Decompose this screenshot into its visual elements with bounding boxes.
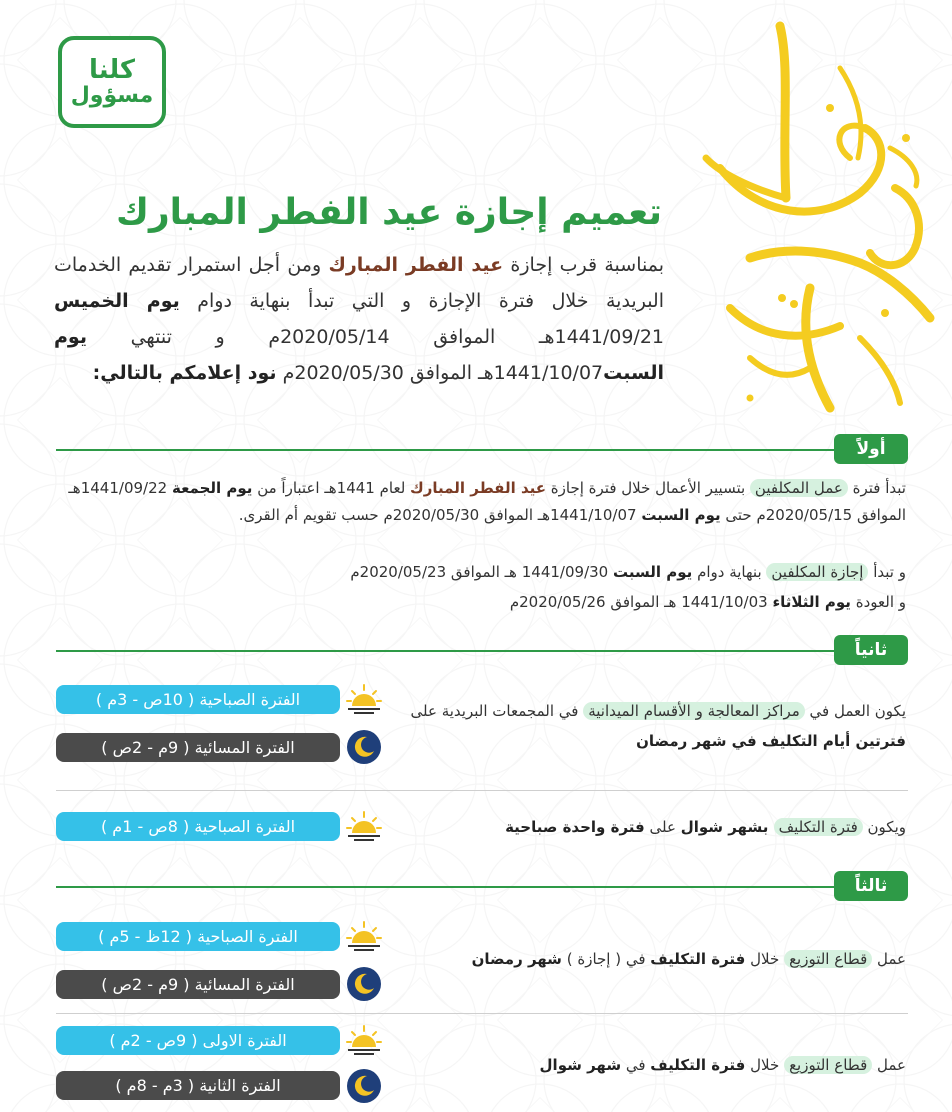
- first-paragraph-a: [46, 475, 906, 529]
- third-row2-text-3: في: [621, 1056, 651, 1074]
- first-paragraph-b: [46, 559, 906, 586]
- first-a-text-2: بتسيير الأعمال خلال فترة إجازة: [546, 479, 750, 497]
- intro-paragraph: [54, 247, 664, 391]
- moon-icon: [346, 1068, 382, 1104]
- first-a-text-3: لعام 1441هـ اعتباراً من: [252, 479, 411, 497]
- first-b-text-3: 1441/09/30 هـ الموافق 2020/05/23م: [350, 563, 613, 581]
- first-a-highlight: عمل المكلفين: [750, 479, 848, 497]
- moon-icon: [346, 729, 382, 765]
- third-row1-text-1: عمل: [872, 950, 906, 968]
- first-b-text-2: بنهاية دوام: [692, 563, 767, 581]
- intro-text-3: 1441/09/21هـ الموافق 2020/05/14م و تنتهي: [86, 326, 664, 348]
- second-row1-bold: فترتين أيام التكليف في شهر رمضان: [636, 732, 906, 750]
- moon-icon: [346, 966, 382, 1002]
- intro-text-1: بمناسبة قرب إجازة: [503, 254, 665, 276]
- first-a-text-5: 1441/10/07هـ الموافق 2020/05/30م حسب تقويم أم القرى.: [238, 506, 642, 524]
- section-tag-second: ثانياً: [834, 635, 908, 665]
- first-paragraph-c: [46, 589, 906, 616]
- third-row1-ramadan: شهر رمضان: [471, 950, 562, 968]
- sunrise-icon: [346, 1023, 382, 1059]
- second-row1-highlight: مراكز المعالجة و الأقسام الميدانية: [583, 702, 805, 720]
- second-row2-text-2: على: [644, 818, 681, 836]
- ramadan-distribution-morning-pill: الفترة الصباحية ( 12ظ - 5م ): [56, 922, 340, 951]
- section-tag-third: ثالثاً: [834, 871, 908, 901]
- section-divider-first: [56, 449, 908, 451]
- third-row2-highlight: قطاع التوزيع: [784, 1056, 872, 1074]
- kulluna-masool-logo: [58, 36, 166, 128]
- first-a-eid: عيد الفطر المبارك: [410, 479, 547, 497]
- third-row1-highlight: قطاع التوزيع: [784, 950, 872, 968]
- first-b-highlight: إجازة المكلفين: [766, 563, 868, 581]
- third-row1-period: فترة التكليف: [650, 950, 746, 968]
- intro-notice: نود إعلامكم بالتالي:: [92, 362, 277, 384]
- first-c-text-2: 1441/10/03 هـ الموافق 2020/05/26م: [509, 593, 773, 611]
- page-title: تعميم إجازة عيد الفطر المبارك: [115, 192, 662, 233]
- sunrise-icon: [346, 809, 382, 845]
- intro-text-2: ومن أجل استمرار تقديم الخدمات البريدية خلال فترة الإجازة و التي تبدأ بنهاية دوام: [54, 254, 665, 312]
- third-row1-text-3: في ( إجازة ): [561, 950, 651, 968]
- row-divider-2: [56, 1013, 908, 1014]
- second-row1-text-2: في المجمعات البريدية على: [410, 702, 584, 720]
- second-row1-text: [386, 696, 906, 756]
- second-row2-highlight: فترة التكليف: [774, 818, 863, 836]
- second-row2-bold: فترة واحدة صباحية: [505, 818, 645, 836]
- first-b-saturday: يوم السبت: [613, 563, 693, 581]
- ramadan-distribution-evening-pill: الفترة المسائية ( 9م - 2ص ): [56, 970, 340, 999]
- first-b-text-1: و تبدأ: [868, 563, 906, 581]
- shawwal-distribution-second-pill: الفترة الثانية ( 3م - 8م ): [56, 1071, 340, 1100]
- third-row1-text-2: خلال: [745, 950, 785, 968]
- second-row2-text-1: ويكون: [862, 818, 906, 836]
- intro-text-4: 1441/10/07هـ الموافق 2020/05/30م: [276, 362, 604, 384]
- first-a-friday: يوم الجمعة: [171, 479, 253, 497]
- ramadan-centers-evening-pill: الفترة المسائية ( 9م - 2ص ): [56, 733, 340, 762]
- second-row2-shawwal: بشهر شوال: [680, 818, 774, 836]
- third-row2-text: [386, 1050, 906, 1080]
- section-divider-second: [56, 650, 908, 652]
- third-row2-text-1: عمل: [872, 1056, 906, 1074]
- first-c-tuesday: يوم الثلاثاء: [772, 593, 851, 611]
- section-tag-first: أولاً: [834, 434, 908, 464]
- third-row2-period: فترة التكليف: [650, 1056, 746, 1074]
- shawwal-distribution-first-pill: الفترة الاولى ( 9ص - 2م ): [56, 1026, 340, 1055]
- second-row2-text: [386, 812, 906, 842]
- sunrise-icon: [346, 919, 382, 955]
- eid-mubarak-calligraphy: [690, 8, 945, 428]
- ramadan-centers-morning-pill: الفترة الصباحية ( 10ص - 3م ): [56, 685, 340, 714]
- first-c-text-1: و العودة: [850, 593, 906, 611]
- row-divider-1: [56, 790, 908, 791]
- sunrise-icon: [346, 682, 382, 718]
- logo-line-2: مسؤول: [70, 83, 154, 108]
- shawwal-centers-morning-pill: الفترة الصباحية ( 8ص - 1م ): [56, 812, 340, 841]
- intro-thursday: يوم الخميس: [54, 290, 180, 312]
- first-a-text-4: 1441/09/22هـ الموافق 2020/05/15م حتى: [68, 479, 906, 524]
- section-divider-third: [56, 886, 908, 888]
- intro-eid-name: عيد الفطر المبارك: [328, 254, 504, 276]
- first-a-saturday: يوم السبت: [641, 506, 721, 524]
- third-row2-text-2: خلال: [745, 1056, 785, 1074]
- third-row2-shawwal: شهر شوال: [539, 1056, 622, 1074]
- logo-line-1: كلنا: [88, 55, 136, 85]
- third-row1-text: [386, 944, 906, 974]
- intro-saturday: يوم السبت: [54, 326, 664, 384]
- first-a-text-1: تبدأ فترة: [847, 479, 906, 497]
- second-row1-text-1: يكون العمل في: [804, 702, 906, 720]
